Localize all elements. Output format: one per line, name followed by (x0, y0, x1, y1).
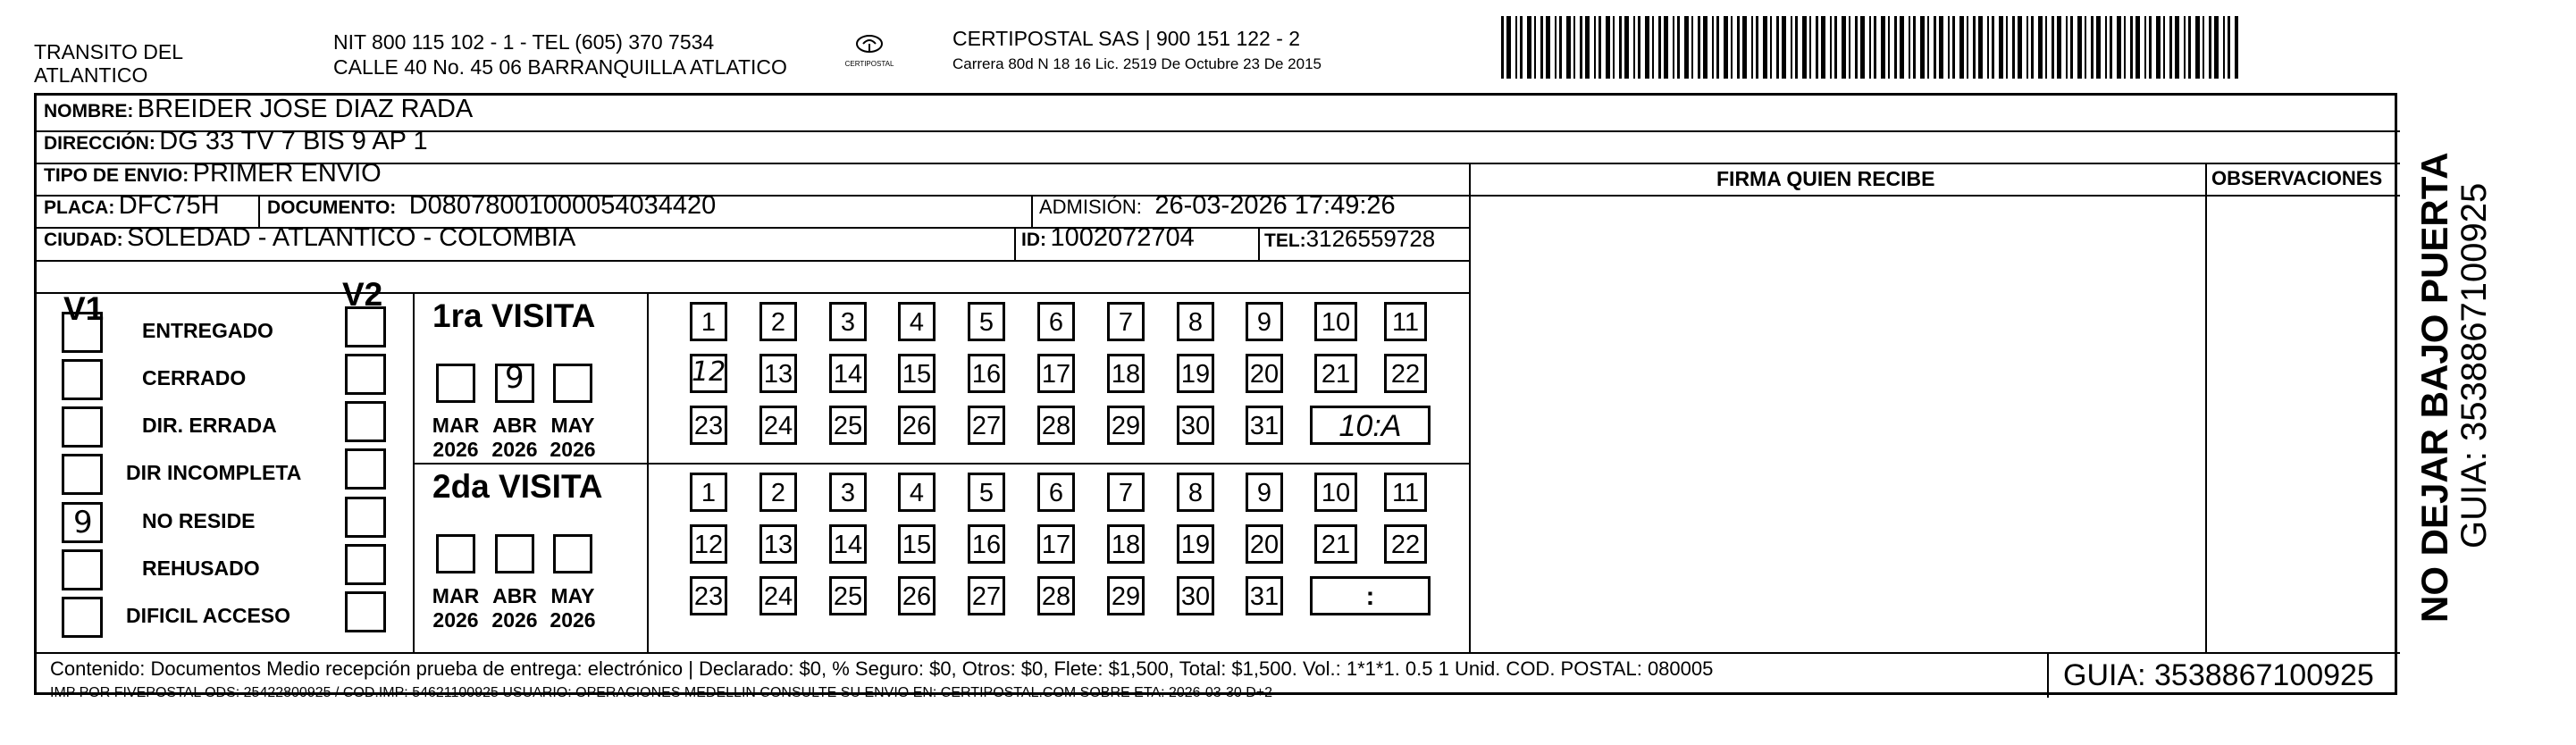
contenido-text: Contenido: Documentos Medio recepción prueba de entrega: electrónico | Declarado: $0, % Seguro: $0, Otros: $0, Flete: $1,500, Total: $1,500. Vol.: 1*1*1. 0.5 1 Unid. COD. POSTAL: 080005 (50, 657, 1714, 680)
status-label: CERRADO (142, 366, 247, 389)
v2-checkbox[interactable] (345, 401, 386, 442)
barcode-bar (1724, 16, 1728, 79)
barcode-bar (1913, 16, 1916, 79)
nombre-value: BREIDER JOSE DIAZ RADA (137, 95, 474, 123)
no-dejar-warning: NO DEJAR BAJO PUERTA (2413, 152, 2455, 623)
barcode-bar (2096, 16, 2101, 79)
barcode-bar (1555, 16, 1557, 79)
barcode-bar (1658, 16, 1661, 79)
visit-time[interactable]: 10:A (1310, 406, 1431, 445)
year-label: 2026 (491, 608, 538, 632)
day-cell[interactable]: 4 (898, 302, 936, 341)
barcode-bar (2110, 16, 2112, 79)
day-cell[interactable]: 14 (829, 354, 867, 393)
month-checkbox[interactable] (495, 534, 534, 573)
day-cell[interactable]: 21 (1314, 524, 1357, 564)
day-cell[interactable]: 31 (1246, 576, 1283, 615)
v2-checkbox[interactable] (345, 544, 386, 585)
barcode-bar (1939, 16, 1943, 79)
ciudad-value: SOLEDAD - ATLANTICO - COLOMBIA (127, 223, 576, 252)
day-cell[interactable]: 17 (1037, 524, 1075, 564)
tipo-envio-value: PRIMER ENVIO (192, 159, 382, 188)
v2-checkbox[interactable] (345, 354, 386, 395)
day-cell[interactable]: 22 (1384, 524, 1427, 564)
ciudad-row (44, 223, 575, 253)
month-label: ABR (492, 414, 537, 437)
day-cell[interactable]: 27 (968, 406, 1005, 445)
barcode-bar (1869, 16, 1871, 79)
visit-title: 1ra VISITA (432, 297, 596, 334)
day-cell[interactable]: 26 (898, 576, 936, 615)
v1-checkbox[interactable] (62, 502, 103, 543)
carrier-name: CERTIPOSTAL SAS | 900 151 122 - 2 (952, 27, 1301, 50)
day-cell[interactable]: 11 (1384, 302, 1427, 341)
month-label: MAY (550, 584, 595, 607)
barcode-bar (2091, 16, 2094, 79)
documento-row (267, 191, 716, 221)
day-cell[interactable]: 18 (1107, 354, 1145, 393)
v1-checkbox[interactable] (62, 454, 103, 495)
barcode-bar (1756, 16, 1758, 79)
tel-label: TEL: (1264, 230, 1306, 251)
v1-handwritten-mark: 9 (73, 505, 93, 540)
barcode-bar (1515, 16, 1517, 79)
delivery-form (34, 93, 2397, 700)
barcode-bar (1802, 16, 1807, 79)
admision-label: ADMISIÓN: (1039, 196, 1142, 218)
barcode-bar (1874, 16, 1876, 79)
barcode-bar (1652, 16, 1654, 79)
day-cell[interactable]: 8 (1177, 473, 1214, 512)
barcode-bar (1967, 16, 1968, 79)
day-cell[interactable]: 11 (1384, 473, 1427, 512)
month-year (486, 584, 543, 632)
barcode-bar (1830, 16, 1832, 79)
tel-value: 3126559728 (1305, 225, 1436, 252)
barcode (1501, 16, 2238, 79)
v1-checkbox[interactable] (62, 597, 103, 638)
barcode-bar (1677, 16, 1680, 79)
barcode-bar (1527, 16, 1531, 79)
barcode-bar (1978, 16, 1983, 79)
barcode-bar (1559, 16, 1562, 79)
day-cell[interactable]: 27 (968, 576, 1005, 615)
day-cell[interactable]: 22 (1384, 354, 1427, 393)
barcode-bar (1501, 16, 1504, 79)
day-cell[interactable]: 9 (1246, 473, 1283, 512)
ciudad-label: CIUDAD: (44, 230, 123, 250)
day-cell[interactable]: 16 (968, 524, 1005, 564)
day-cell[interactable]: 17 (1037, 354, 1075, 393)
day-cell[interactable]: 25 (829, 576, 867, 615)
barcode-bar (1698, 16, 1700, 79)
sender-nit: NIT 800 115 102 - 1 - TEL (605) 370 7534 (333, 30, 715, 54)
day-cell[interactable]: 15 (898, 354, 936, 393)
barcode-bar (2031, 16, 2034, 79)
v2-header: V2 (342, 276, 383, 313)
barcode-bar (2135, 16, 2140, 79)
barcode-bar (1821, 16, 1825, 79)
month-year (486, 414, 543, 462)
barcode-bar (2169, 16, 2172, 79)
certipostal-logo (838, 32, 901, 69)
day-cell[interactable]: 19 (1177, 524, 1214, 564)
logo-text: CERTIPOSTAL (844, 60, 894, 68)
month-year (544, 414, 601, 462)
day-cell[interactable]: 23 (690, 406, 727, 445)
barcode-bar (1987, 16, 1989, 79)
barcode-bar (2038, 16, 2043, 79)
admision-row (1039, 191, 1396, 221)
day-cell[interactable]: 7 (1107, 302, 1145, 341)
v1-checkbox[interactable] (62, 549, 103, 590)
placa-row (44, 191, 220, 221)
day-cell[interactable]: 13 (759, 524, 797, 564)
barcode-bar (1920, 16, 1925, 79)
logo-icon (854, 32, 885, 55)
status-label: DIR INCOMPLETA (126, 461, 302, 484)
day-cell[interactable]: 4 (898, 473, 936, 512)
barcode-bar (1520, 16, 1523, 79)
barcode-bar (1881, 16, 1885, 79)
barcode-bar (1742, 16, 1747, 79)
barcode-bar (2195, 16, 2200, 79)
day-cell[interactable]: 30 (1177, 406, 1214, 445)
barcode-bar (2184, 16, 2186, 79)
month-checkbox[interactable] (436, 364, 475, 403)
month-year (427, 584, 484, 632)
day-cell[interactable]: 2 (759, 302, 797, 341)
barcode-bar (2006, 16, 2008, 79)
barcode-bar (2077, 16, 2082, 79)
year-label: 2026 (432, 608, 479, 632)
barcode-bar (1712, 16, 1714, 79)
day-cell[interactable]: 30 (1177, 576, 1214, 615)
barcode-bar (2156, 16, 2161, 79)
year-label: 2026 (550, 608, 596, 632)
barcode-bar (1959, 16, 1964, 79)
barcode-bar (1716, 16, 1719, 79)
v2-checkbox[interactable] (345, 306, 386, 347)
day-cell[interactable]: 19 (1177, 354, 1214, 393)
day-cell[interactable]: 6 (1037, 302, 1075, 341)
barcode-bar (1909, 16, 1910, 79)
day-cell[interactable]: 2 (759, 473, 797, 512)
barcode-bar (1776, 16, 1779, 79)
barcode-bar (2228, 16, 2230, 79)
month-checkbox[interactable] (553, 534, 592, 573)
day-cell[interactable]: 1 (690, 302, 727, 341)
observaciones-header: OBSERVACIONES (2211, 167, 2383, 189)
status-label: NO RESIDE (142, 509, 256, 532)
guia-side: GUIA: 3538867100925 (2454, 182, 2494, 548)
day-cell[interactable]: 28 (1037, 406, 1075, 445)
day-cell[interactable]: 5 (968, 302, 1005, 341)
nombre-label: NOMBRE: (44, 101, 134, 121)
barcode-bar (2052, 16, 2054, 79)
barcode-bar (1737, 16, 1740, 79)
barcode-bar (1619, 16, 1622, 79)
day-cell[interactable]: 3 (829, 302, 867, 341)
imp-text: IMP POR FIVEPOSTAL ODS: 25422800925 / COD.IMP: 54621100925 USUARIO: OPERACIONES MEDELLIN CONSULTE SU ENVIO EN: CERTIPOSTAL.COM SOBRE ETA: 2026-03-30 D+2 (50, 685, 1273, 700)
barcode-bar (1791, 16, 1792, 79)
barcode-bar (1598, 16, 1601, 79)
v1-header: V1 (63, 290, 105, 327)
month-year (544, 584, 601, 632)
barcode-bar (2066, 16, 2068, 79)
barcode-bar (1894, 16, 1897, 79)
month-label: ABR (492, 584, 537, 607)
barcode-bar (2057, 16, 2061, 79)
barcode-bar (1855, 16, 1858, 79)
barcode-bar (1934, 16, 1936, 79)
barcode-bar (1606, 16, 1610, 79)
day-cell[interactable]: 25 (829, 406, 867, 445)
barcode-bar (1927, 16, 1929, 79)
day-cell[interactable]: 29 (1107, 406, 1145, 445)
day-cell[interactable]: 20 (1246, 524, 1283, 564)
id-value: 1002072704 (1050, 223, 1195, 252)
day-cell[interactable]: 13 (759, 354, 797, 393)
barcode-bar (2105, 16, 2107, 79)
barcode-bar (2203, 16, 2204, 79)
barcode-bar (2018, 16, 2022, 79)
status-label: ENTREGADO (142, 319, 273, 342)
barcode-bar (1633, 16, 1635, 79)
barcode-bar (1809, 16, 1811, 79)
id-label: ID: (1021, 230, 1046, 250)
barcode-bar (1566, 16, 1571, 79)
barcode-bar (2163, 16, 2165, 79)
v2-checkbox[interactable] (345, 497, 386, 538)
month-handwritten-mark: 9 (505, 360, 524, 396)
month-checkbox[interactable] (495, 360, 534, 403)
barcode-bar (2012, 16, 2015, 79)
status-label: REHUSADO (142, 557, 260, 580)
barcode-bar (1999, 16, 2003, 79)
barcode-bar (1751, 16, 1753, 79)
direccion-value: DG 33 TV 7 BIS 9 AP 1 (159, 127, 428, 155)
day-cell[interactable]: 29 (1107, 576, 1145, 615)
documento-label: DOCUMENTO: (267, 197, 397, 218)
day-cell[interactable]: 10 (1314, 302, 1357, 341)
barcode-bar (1638, 16, 1640, 79)
barcode-bar (1585, 16, 1590, 79)
barcode-bar (1770, 16, 1772, 79)
nombre-row (44, 95, 473, 124)
month-label: MAY (550, 414, 595, 437)
barcode-bar (1795, 16, 1798, 79)
day-cell[interactable]: 28 (1037, 576, 1075, 615)
day-cell[interactable]: 10 (1314, 473, 1357, 512)
direccion-row (44, 127, 428, 156)
sender-address: CALLE 40 No. 45 06 BARRANQUILLA ATLATICO (333, 55, 787, 79)
sender-name: TRANSITO DEL ATLANTICO (34, 40, 183, 87)
visit-time[interactable]: : (1310, 576, 1431, 615)
barcode-bar (1613, 16, 1615, 79)
barcode-bar (1645, 16, 1649, 79)
barcode-bar (1900, 16, 1904, 79)
month-checkbox[interactable] (553, 364, 592, 403)
barcode-bar (2144, 16, 2146, 79)
v1-checkbox[interactable] (62, 406, 103, 448)
month-label: MAR (432, 414, 480, 437)
day-cell[interactable]: 3 (829, 473, 867, 512)
barcode-bar (2124, 16, 2126, 79)
day-cell[interactable]: 21 (1314, 354, 1357, 393)
barcode-bar (2130, 16, 2133, 79)
day-cell[interactable]: 8 (1177, 302, 1214, 341)
guia-footer: GUIA: 3538867100925 (2063, 658, 2374, 692)
barcode-bar (1860, 16, 1865, 79)
barcode-bar (1673, 16, 1674, 79)
barcode-bar (1664, 16, 1668, 79)
barcode-bar (2070, 16, 2073, 79)
day-cell[interactable]: 9 (1246, 302, 1283, 341)
documento-value: D08078001000054034420 (408, 191, 717, 220)
day-cell[interactable]: 24 (759, 576, 797, 615)
barcode-bar (1834, 16, 1837, 79)
barcode-bar (1534, 16, 1536, 79)
barcode-bar (1731, 16, 1733, 79)
month-label: MAR (432, 584, 480, 607)
day-cell[interactable]: 6 (1037, 473, 1075, 512)
barcode-bar (2117, 16, 2121, 79)
barcode-bar (2045, 16, 2047, 79)
barcode-bar (1782, 16, 1786, 79)
status-label: DIR. ERRADA (142, 414, 277, 437)
day-cell[interactable]: 20 (1246, 354, 1283, 393)
day-handwritten-mark: 12 (692, 356, 726, 388)
barcode-bar (2188, 16, 2191, 79)
barcode-bar (1594, 16, 1596, 79)
barcode-bar (1546, 16, 1550, 79)
barcode-bar (1763, 16, 1767, 79)
v2-checkbox[interactable] (345, 591, 386, 632)
barcode-bar (1506, 16, 1511, 79)
status-label: DIFICIL ACCESO (126, 604, 291, 627)
day-cell[interactable]: 5 (968, 473, 1005, 512)
barcode-bar (2085, 16, 2086, 79)
id-row (1021, 223, 1195, 253)
day-cell[interactable]: 16 (968, 354, 1005, 393)
placa-label: PLACA: (44, 197, 115, 218)
day-cell[interactable]: 15 (898, 524, 936, 564)
barcode-bar (1973, 16, 1976, 79)
day-cell[interactable]: 26 (898, 406, 936, 445)
month-year (427, 414, 484, 462)
day-cell[interactable]: 12 (690, 524, 727, 564)
day-cell[interactable]: 24 (759, 406, 797, 445)
barcode-bar (1816, 16, 1818, 79)
barcode-bar (1691, 16, 1693, 79)
barcode-bar (1952, 16, 1955, 79)
day-cell[interactable]: 23 (690, 576, 727, 615)
tipo-envio-label: TIPO DE ENVIO: (44, 165, 189, 186)
barcode-bar (1842, 16, 1846, 79)
visit-title: 2da VISITA (432, 468, 603, 505)
barcode-bar (1849, 16, 1850, 79)
year-label: 2026 (491, 438, 538, 461)
barcode-bar (1573, 16, 1575, 79)
firma-header: FIRMA QUIEN RECIBE (1716, 167, 1935, 190)
barcode-bar (1580, 16, 1582, 79)
day-cell[interactable]: 31 (1246, 406, 1283, 445)
day-cell[interactable]: 18 (1107, 524, 1145, 564)
v1-checkbox[interactable] (62, 312, 103, 353)
month-checkbox[interactable] (436, 534, 475, 573)
placa-value: DFC75H (118, 191, 220, 220)
barcode-bar (1684, 16, 1689, 79)
v1-checkbox[interactable] (62, 359, 103, 400)
carrier-address: Carrera 80d N 18 16 Lic. 2519 De Octubre 23 De 2015 (952, 55, 1322, 72)
barcode-bar (2026, 16, 2028, 79)
barcode-bar (1948, 16, 1950, 79)
barcode-bar (1624, 16, 1629, 79)
year-label: 2026 (432, 438, 479, 461)
barcode-bar (1992, 16, 1994, 79)
barcode-bar (2149, 16, 2152, 79)
barcode-bar (2235, 16, 2238, 79)
year-label: 2026 (550, 438, 596, 461)
admision-value: 26-03-2026 17:49:26 (1154, 191, 1396, 220)
barcode-bar (2214, 16, 2219, 79)
barcode-bar (1703, 16, 1708, 79)
day-cell[interactable]: 14 (829, 524, 867, 564)
barcode-bar (2175, 16, 2179, 79)
barcode-bar (1540, 16, 1543, 79)
barcode-bar (2209, 16, 2211, 79)
day-cell[interactable]: 7 (1107, 473, 1145, 512)
day-cell[interactable]: 1 (690, 473, 727, 512)
barcode-bar (1888, 16, 1890, 79)
direccion-label: DIRECCIÓN: (44, 133, 155, 154)
v2-checkbox[interactable] (345, 448, 386, 490)
tipo-envio-row (44, 159, 382, 188)
barcode-bar (2223, 16, 2225, 79)
tel-row (1264, 225, 1435, 253)
